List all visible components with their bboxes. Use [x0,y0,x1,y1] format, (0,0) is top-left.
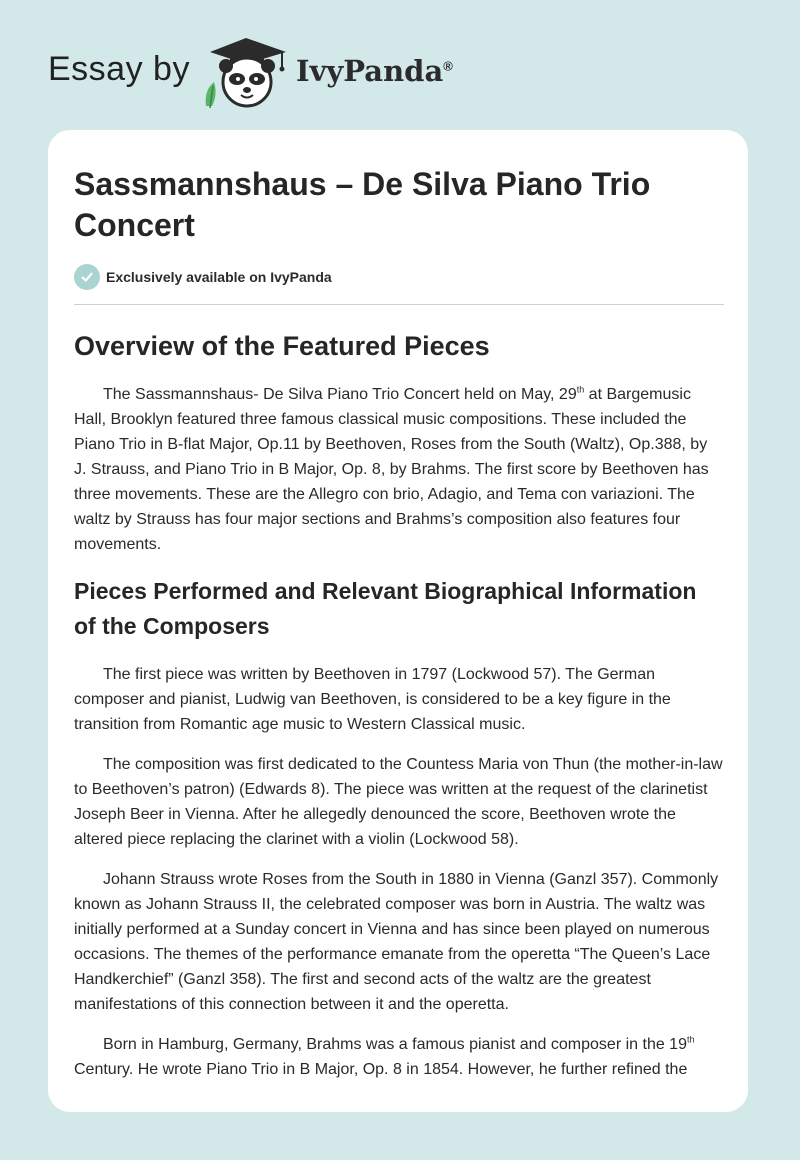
paragraph-text: at Bargemusic Hall, Brooklyn featured three famous classical music compositions. These included the Piano Trio in B-flat Major, Op.11 by Beethoven, Roses from the South (Waltz), Op.388, by J. Strauss, and Piano Trio in B Major, Op. 8, by Brahms. The first score by Beethoven has three movements. These are the Allegro con brio, Adagio, and Tema con variazioni. The waltz by Strauss has four major sections and Brahms’s composition also features four movements. [74,386,709,553]
exclusive-badge-label: Exclusively available on IvyPanda [106,269,332,285]
essay-title: Sassmannshaus – De Silva Piano Trio Concert [74,166,651,243]
brand-prefix: Essay by [48,50,190,88]
title-divider [74,304,724,305]
section-heading-composers: Pieces Performed and Relevant Biographical Information of the Composers [74,578,697,639]
panda-logo-icon[interactable] [200,34,296,110]
site-header [0,0,800,130]
paragraph [74,382,724,557]
section-heading-overview: Overview of the Featured Pieces [74,331,490,361]
paragraph-text: The Sassmannshaus- De Silva Piano Trio Concert held on May, 29 [103,386,577,403]
essay-content [74,164,724,1082]
paragraph: The composition was first dedicated to the Countess Maria von Thun (the mother-in-law to Beethoven’s patron) (Edwards 8). The piece was written at the request of the clarinetist Joseph Beer in Vienna. After he allegedly denounced the score, Beethoven wrote the altered piece replacing the clarinet with a violin (Lockwood 58). [74,756,723,848]
paragraph: Johann Strauss wrote Roses from the South in 1880 in Vienna (Ganzl 357). Commonly known as Johann Strauss II, the celebrated composer was born in Austria. The waltz was initially performed at a Sunday concert in Vienna and has since been played on numerous occasions. The themes of the performance emanate from the operetta “The Queen’s Lace Handkerchief” (Ganzl 358). The first and second acts of the waltz are the greatest manifestations of this connection between it and the operetta. [74,871,719,1013]
paragraph-text: Century. He wrote Piano Trio in B Major, Op. 8 in 1854. However, he further refined the [74,1061,688,1078]
exclusive-badge [74,264,724,290]
paragraph-text: Born in Hamburg, Germany, Brahms was a famous pianist and composer in the 19 [103,1036,687,1053]
superscript: th [686,1034,695,1045]
paragraph [74,1032,724,1082]
brand-name[interactable] [296,54,453,88]
superscript: th [576,384,585,395]
essay-card [48,130,748,1112]
paragraph: The first piece was written by Beethoven in 1797 (Lockwood 57). The German composer and pianist, Ludwig van Beethoven, is considered to be a key figure in the transition from Romantic age music to Western Classical music. [74,666,671,733]
trademark-symbol: ® [443,58,453,74]
check-circle-icon [74,264,100,290]
brand-name-text: IvyPanda [296,54,444,88]
